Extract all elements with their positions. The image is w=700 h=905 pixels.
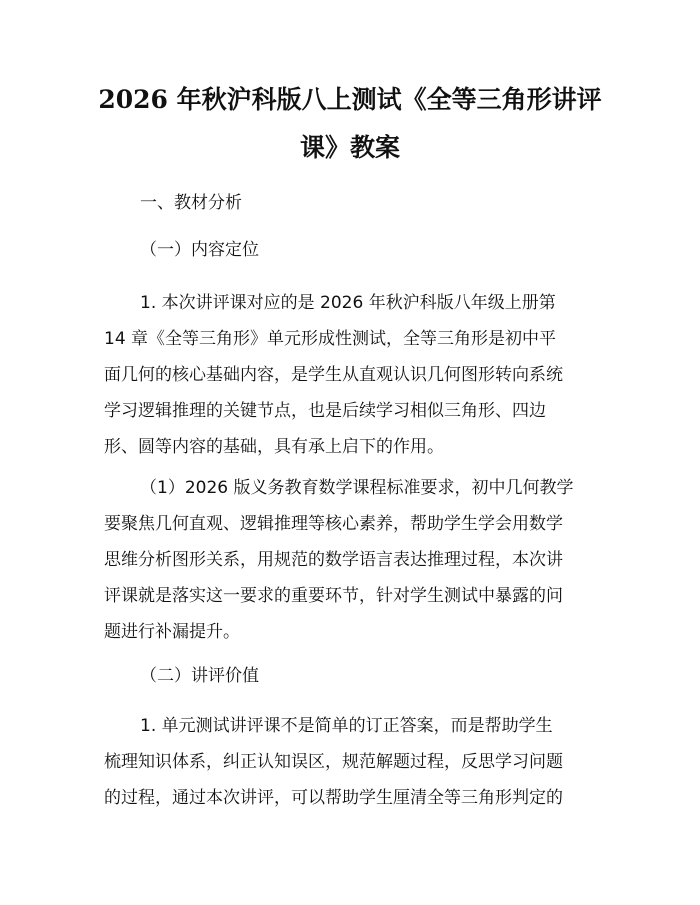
title-line-2: 课》教案 [299,133,400,162]
paragraph-line: 14 章《全等三角形》单元形成性测试，全等三角形是初中平 [104,329,557,349]
paragraph-line: 面几何的核心基础内容，是学生从直观认识几何图形转向系统 [104,365,563,385]
paragraph-line: 1. 单元测试讲评课不是简单的订正答案，而是帮助学生 [140,716,553,736]
subsection-heading-review-value: （二）讲评价值 [140,666,259,686]
subsection-heading-content-position: （一）内容定位 [140,240,259,260]
paragraph-line: 要聚焦几何直观、逻辑推理等核心素养，帮助学生学会用数学 [104,514,563,534]
paragraph-line: 形、圆等内容的基础，具有承上启下的作用。 [104,437,444,457]
section-heading-1: 一、教材分析 [140,193,242,213]
paragraph-line: 梳理知识体系，纠正认知误区，规范解题过程，反思学习问题 [104,752,563,772]
paragraph-line: 学习逻辑推理的关键节点，也是后续学习相似三角形、四边 [104,401,546,421]
paragraph-line: （1）2026 版义务教育数学课程标准要求，初中几何教学 [140,478,574,498]
document-title [95,76,605,172]
paragraph-content-position-1 [104,285,600,465]
paragraph-review-value-1 [104,708,600,816]
paragraph-line: 的过程，通过本次讲评，可以帮助学生厘清全等三角形判定的 [104,788,563,808]
title-line-1: 2026 年秋沪科版八上测试《全等三角形讲评 [98,85,602,114]
paragraph-line: 1. 本次讲评课对应的是 2026 年秋沪科版八年级上册第 [140,293,556,313]
paragraph-line: 思维分析图形关系，用规范的数学语言表达推理过程，本次讲 [104,550,563,570]
paragraph-line: 题进行补漏提升。 [104,622,240,642]
paragraph-line: 评课就是落实这一要求的重要环节，针对学生测试中暴露的问 [104,586,563,606]
paragraph-content-position-2 [104,470,600,650]
